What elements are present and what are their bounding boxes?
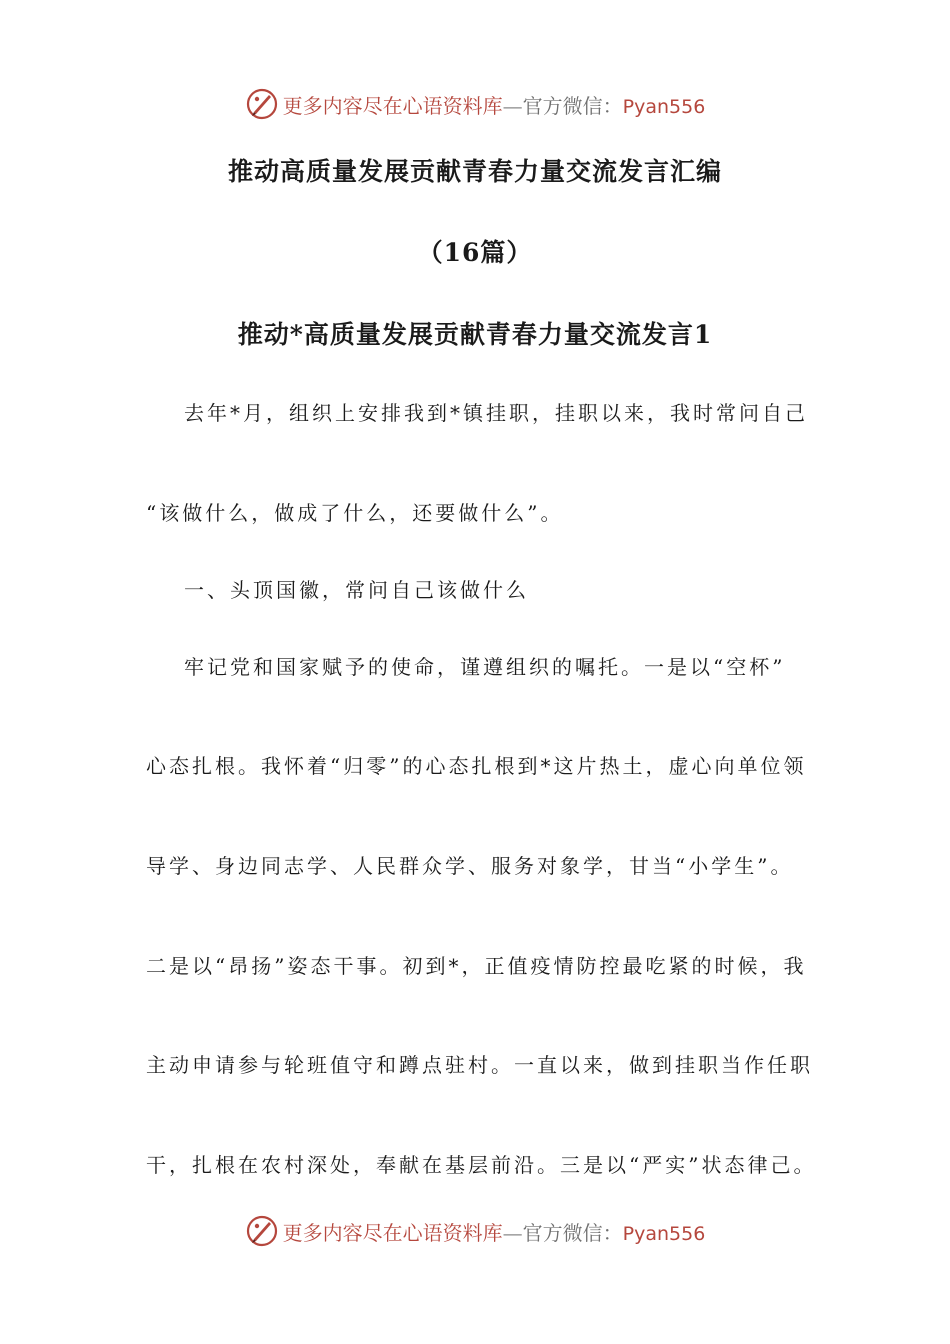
watermark-text [283,1217,706,1246]
document-title: 推动高质量发展贡献青春力量交流发言汇编 [227,157,722,186]
watermark-wechat-id: Pyan556 [622,1222,706,1245]
watermark-dash: — [502,1220,523,1245]
body-line-9: 干，扎根在农村深处，奉献在基层前沿。三是以“严实”状态律己。 [146,1153,817,1177]
watermark-wechat-id: Pyan556 [622,95,706,118]
body-line-6: 导学、身边同志学、人民群众学、服务对象学，甘当“小学生”。 [146,854,794,878]
body-line-8: 主动申请参与轮班值守和蹲点驻村。一直以来，做到挂职当作任职 [146,1053,813,1077]
body-line-4: 牢记党和国家赋予的使命，谨遵组织的嘱托。一是以“空杯” [184,655,786,679]
quill-logo-icon [245,87,279,121]
body-line-1: 去年*月，组织上安排我到*镇挂职，挂职以来，我时常问自己 [184,401,808,425]
body-line-5: 心态扎根。我怀着“归零”的心态扎根到*这片热土，虚心向单位领 [146,754,807,778]
body-line-7: 二是以“昂扬”姿态干事。初到*，正值疫情防控最吃紧的时候，我 [146,954,807,978]
watermark-official: 官方微信： [522,93,623,118]
section-title: 推动*高质量发展贡献青春力量交流发言1 [237,320,713,349]
watermark-header [0,84,950,124]
quill-logo-icon [245,1214,279,1248]
watermark-footer [0,1211,950,1251]
document-count: （16篇） [417,238,533,267]
watermark-brand: 更多内容尽在心语资料库 [282,93,503,118]
watermark-brand: 更多内容尽在心语资料库 [282,1220,503,1245]
body-line-3: 一、头顶国徽，常问自己该做什么 [184,578,529,602]
watermark-official: 官方微信： [522,1220,623,1245]
watermark-dash: — [502,93,523,118]
watermark-text [283,90,706,119]
body-line-2: “该做什么，做成了什么，还要做什么”。 [146,501,564,525]
